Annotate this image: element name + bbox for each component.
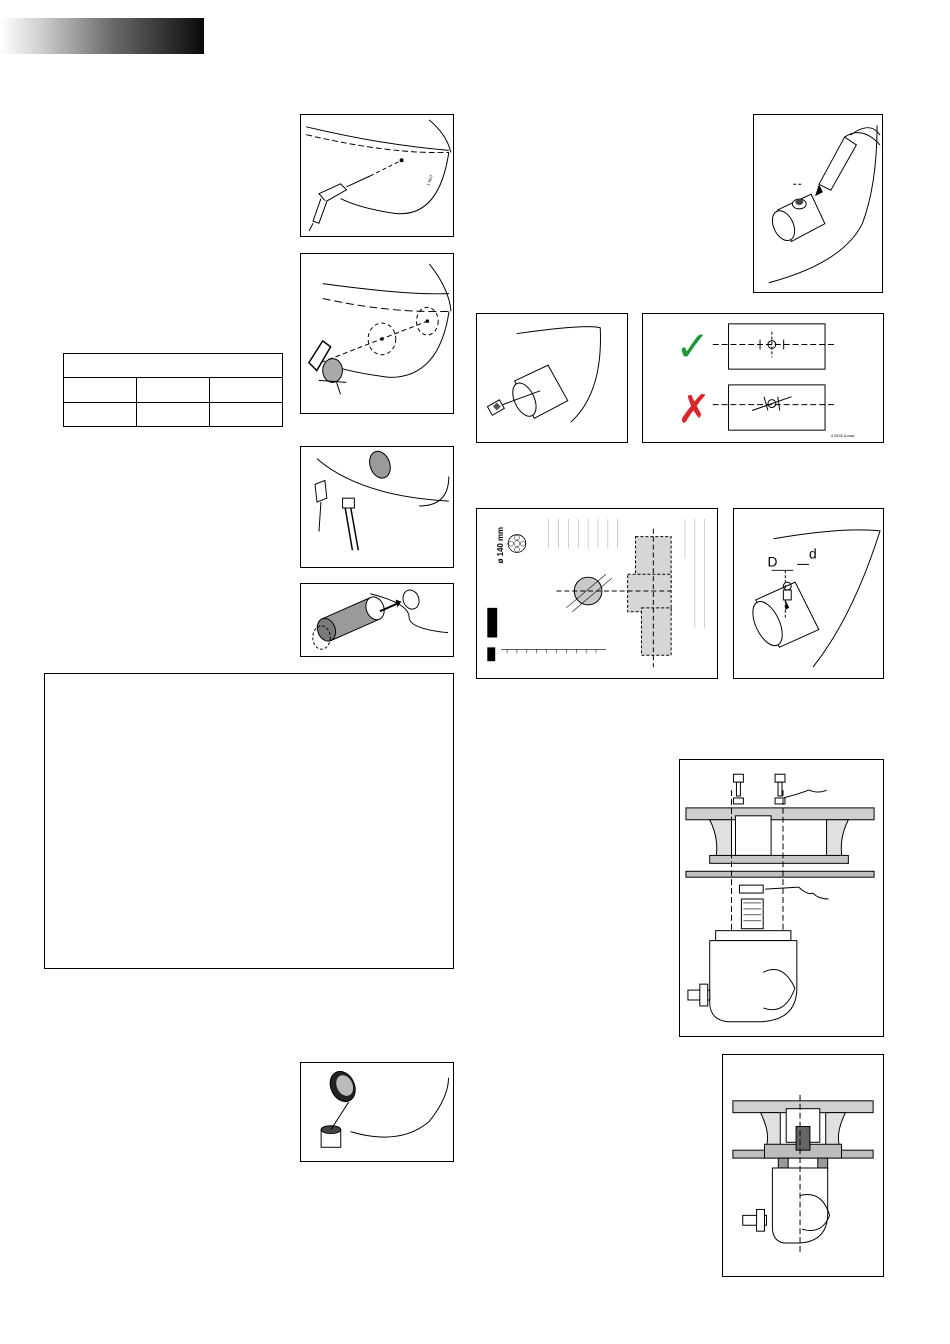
spec-col-1 xyxy=(64,378,137,402)
svg-text:4 9432 #.eaw: 4 9432 #.eaw xyxy=(830,433,855,439)
correct-check-icon: ✓ xyxy=(675,322,711,371)
spec-cell-3 xyxy=(210,402,283,426)
figure-template-tube xyxy=(476,313,628,443)
header-gradient-bar xyxy=(0,18,204,54)
figure-hole-marking xyxy=(300,253,454,414)
figure-alignment-check xyxy=(642,313,884,443)
spec-cell-1 xyxy=(64,402,137,426)
spec-col-3 xyxy=(210,378,283,402)
figure-assembled-section xyxy=(722,1054,884,1277)
figure-hole-saw xyxy=(300,446,454,568)
tube-icon xyxy=(314,594,387,643)
drill-icon xyxy=(309,160,401,231)
figure-drilling-template xyxy=(476,508,718,679)
figure-dimension-check xyxy=(733,508,884,679)
spec-cell-2 xyxy=(137,402,210,426)
dimension-label-D: D xyxy=(767,553,778,570)
template-title: ø 140 mm xyxy=(496,526,506,564)
spec-table-header xyxy=(64,354,283,378)
figure-sealant xyxy=(300,1062,454,1162)
note-box xyxy=(44,673,454,969)
marker-pen-icon xyxy=(815,128,880,196)
figure-drill-hull xyxy=(300,114,454,237)
hole-saw-icon xyxy=(315,480,358,550)
sealant-pot-icon xyxy=(321,1067,360,1147)
figure-tube-insert xyxy=(300,583,454,657)
spec-table xyxy=(63,353,283,427)
figure-exploded-assembly xyxy=(679,759,884,1037)
dimension-label-d: d xyxy=(808,545,817,562)
figure-marker-pen xyxy=(753,114,883,293)
svg-text:1 NUT: 1 NUT xyxy=(425,173,434,187)
spec-col-2 xyxy=(137,378,210,402)
wrong-cross-icon: ✗ xyxy=(677,386,711,433)
